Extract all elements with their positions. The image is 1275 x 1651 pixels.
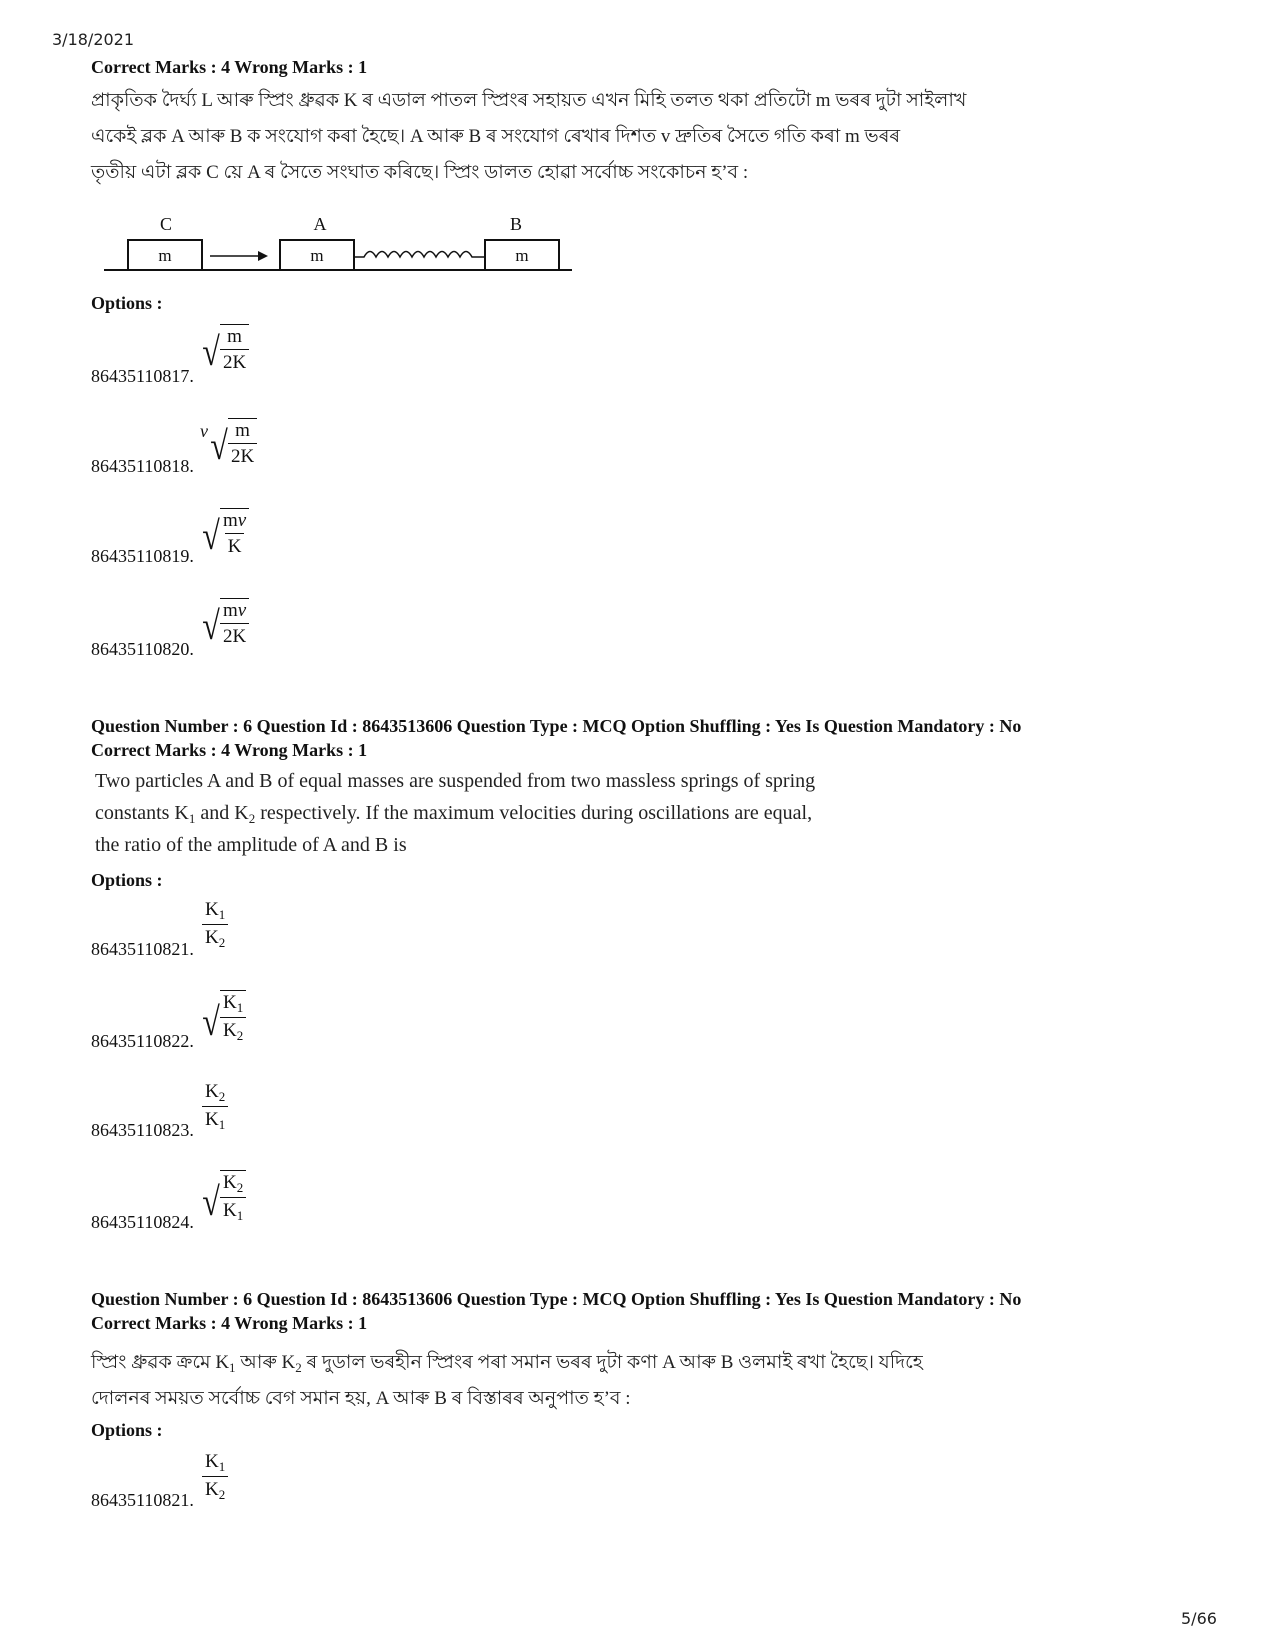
q5-marks: Correct Marks : 4 Wrong Marks : 1: [91, 57, 368, 77]
q6-en-option-1-id: 86435110821.: [91, 939, 194, 959]
q5-option-3-formula[interactable]: √ $\frac{mv}{K}$: [200, 508, 249, 556]
block-b-mass: m: [515, 246, 529, 265]
q6-en-options-label: Options :: [91, 870, 163, 890]
q5-text-line-3: তৃতীয় এটা ব্লক C য়ে A ৰ সৈতে সংঘাত কৰিছে। স্প্ৰিং ডালত হোৱা সৰ্বোচ্চ সংকোচন হ’ব :: [91, 162, 749, 183]
print-date: 3/18/2021: [52, 30, 135, 49]
label-b: B: [509, 214, 523, 234]
q6-en-option-3-formula[interactable]: $\frac{K_2}{K_1}$: [202, 1082, 228, 1131]
q6-as-line-1: স্প্ৰিং ধ্ৰুৱক ক্ৰমে $K_1$ আৰু $K_2$ ৰ দুডাল ভৰহীন স্প্ৰিংৰ পৰা সমান ভৰৰ দুটা কণা A আৰু B ওলমাই ৰখা হৈছে। যদিহে: [91, 1352, 923, 1375]
q5-option-2-id: 86435110818.: [91, 456, 194, 476]
spring-coil: [354, 252, 485, 258]
q6-as-option-1-id: 86435110821.: [91, 1490, 194, 1510]
q6-en-option-2-id: 86435110822.: [91, 1031, 194, 1051]
q6-en-option-4-id: 86435110824.: [91, 1212, 194, 1232]
q5-option-1-formula[interactable]: √ $\frac{m}{2K}$: [200, 324, 249, 372]
page-number: 5/66: [1181, 1609, 1217, 1628]
q5-option-4-id: 86435110820.: [91, 639, 194, 659]
label-c: C: [159, 214, 173, 234]
q6-as-option-1-formula[interactable]: $\frac{K_1}{K_2}$: [202, 1452, 228, 1501]
q5-option-1-id: 86435110817.: [91, 366, 194, 386]
q6-as-marks: Correct Marks : 4 Wrong Marks : 1: [91, 1313, 368, 1333]
q6-en-option-1-formula[interactable]: $\frac{K_1}{K_2}$: [202, 900, 228, 949]
block-a-mass: m: [310, 246, 324, 265]
block-c-mass: m: [158, 246, 172, 265]
q5-text-line-1: প্ৰাকৃতিক দৈৰ্ঘ্য L আৰু স্প্ৰিং ধ্ৰুৱক K ৰ এডাল পাতল স্প্ৰিংৰ সহায়ত এখন মিহি তলত থকা প্ৰতিটো m ভৰৰ দুটা সাইলাখ: [91, 90, 967, 111]
q6-as-line-2: দোলনৰ সময়ত সৰ্বোচ্চ বেগ সমান হয়, A আৰু B ৰ বিস্তাৰৰ অনুপাত হ’ব :: [91, 1388, 631, 1409]
label-a: A: [313, 214, 327, 234]
q6-en-line-2: constants $K_1$ and $K_2$ respectively. If the maximum velocities during oscillations are equal,: [95, 802, 813, 826]
q6-as-header: Question Number : 6 Question Id : 8643513606 Question Type : MCQ Option Shuffling : Yes Is Question Mandatory : No: [91, 1289, 1022, 1309]
q6-en-option-3-id: 86435110823.: [91, 1120, 194, 1140]
q6-en-line-1: Two particles A and B of equal masses are suspended from two massless springs of spring: [95, 770, 816, 792]
q5-option-2-formula[interactable]: v √ $\frac{m}{2K}$: [200, 418, 257, 466]
q6-en-header: Question Number : 6 Question Id : 8643513606 Question Type : MCQ Option Shuffling : Yes Is Question Mandatory : No: [91, 716, 1022, 736]
q6-en-marks: Correct Marks : 4 Wrong Marks : 1: [91, 740, 368, 760]
q5-option-4-formula[interactable]: √ $\frac{mv}{2K}$: [200, 598, 249, 646]
q6-en-option-4-formula[interactable]: √ $\frac{K_2}{K_1}$: [200, 1170, 246, 1222]
q5-options-label: Options :: [91, 293, 163, 313]
velocity-arrowhead: [258, 251, 268, 261]
q5-text-line-2: একেই ব্লক A আৰু B ক সংযোগ কৰা হৈছে। A আৰু B ৰ সংযোগ ৰেখাৰ দিশত v দ্ৰুতিৰ সৈতে গতি কৰা m ভৰৰ: [91, 126, 901, 147]
q6-en-option-2-formula[interactable]: √ $\frac{K_1}{K_2}$: [200, 990, 246, 1042]
q6-as-options-label: Options :: [91, 1420, 163, 1440]
blocks-spring-figure: [100, 208, 580, 278]
q6-en-line-3: the ratio of the amplitude of A and B is: [95, 834, 407, 856]
q5-option-3-id: 86435110819.: [91, 546, 194, 566]
